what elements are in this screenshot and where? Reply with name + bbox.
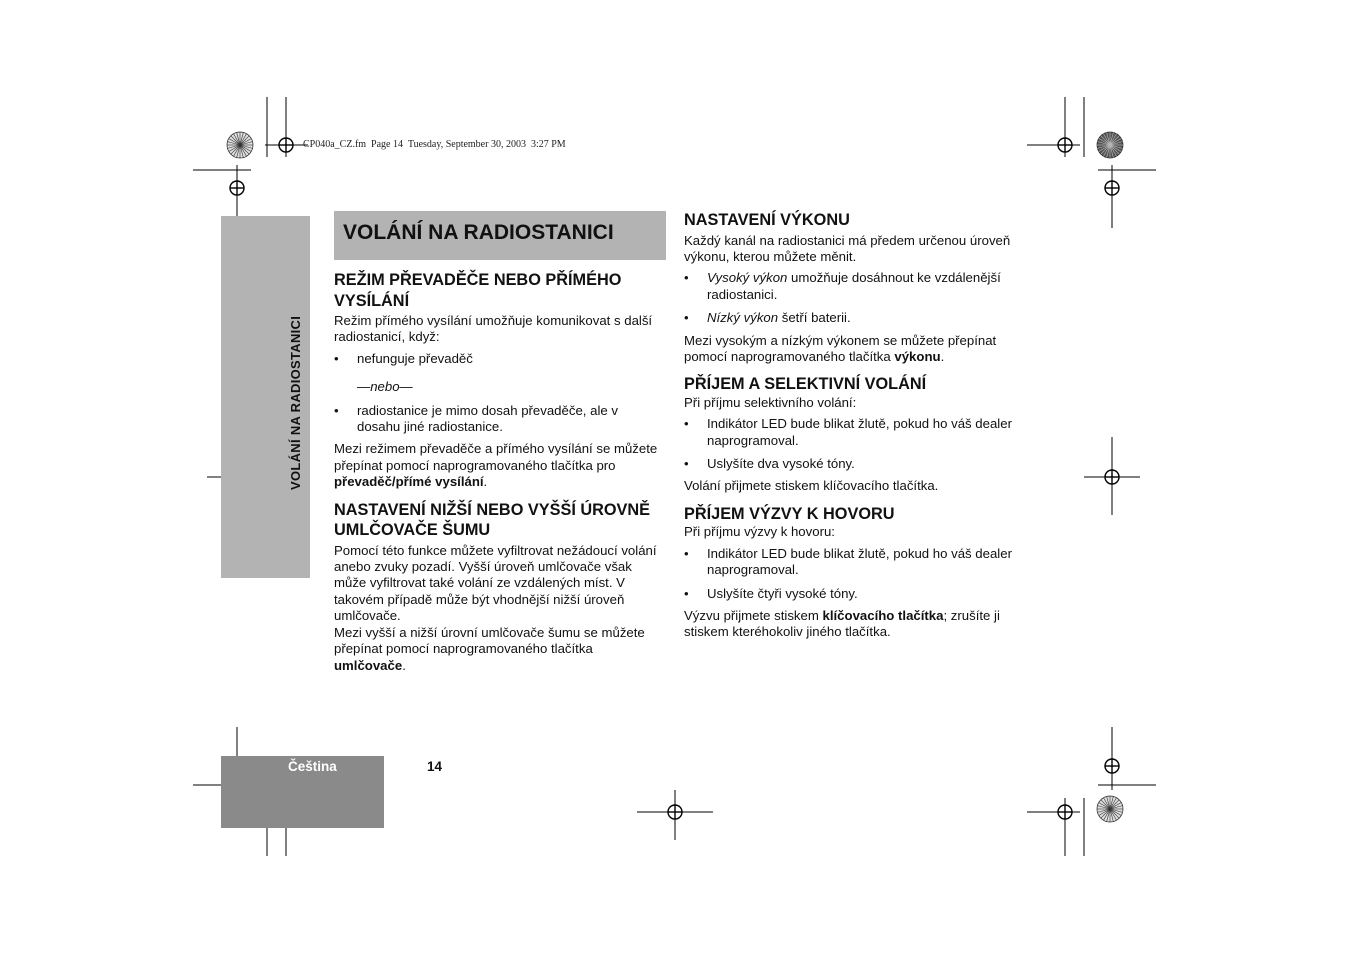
section-heading-power: NASTAVENÍ VÝKONU [684,211,850,229]
right-column [684,210,1014,641]
list-item: • Uslyšíte dva vysoké tóny. [684,456,855,472]
paragraph: Každý kanál na radiostanici má předem určenou úroveň výkonu, kterou můžete měnit. [684,232,1011,264]
list-item: • Indikátor LED bude blikat žlutě, pokud ho váš dealer naprogramoval. [684,416,1012,448]
list-item: • Nízký výkon šetří baterii. [684,310,851,326]
list-item: • nefunguje převaděč [334,350,473,366]
paragraph: Režim přímého vysílání umožňuje komunikovat s další radiostanicí, když: [334,313,653,345]
paragraph: Při příjmu selektivního volání: [684,394,857,410]
paragraph: Výzvu přijmete stiskem klíčovacího tlačítka; zrušíte ji stiskem kteréhokoliv jiného tlačítka. [684,608,1000,640]
list-item: • Vysoký výkon umožňuje dosáhnout ke vzdálenější radiostanici. [684,270,1001,302]
side-tab-label: VOLÁNÍ NA RADIOSTANICI [288,315,303,490]
bullet-icon: • [334,402,339,418]
or-separator: —nebo— [357,379,413,395]
footer-language: Čeština [288,759,337,774]
section-heading-call-alert: PŘÍJEM VÝZVY K HOVORU [684,504,895,523]
paragraph: Při příjmu výzvy k hovoru: [684,524,835,540]
section-heading-selective-call: PŘÍJEM A SELEKTIVNÍ VOLÁNÍ [684,375,927,394]
page-number: 14 [427,759,443,774]
bullet-icon: • [684,310,689,326]
left-column [334,270,664,674]
bullet-icon: • [684,456,689,472]
paragraph: Pomocí této funkce můžete vyfiltrovat nežádoucí volání anebo zvuky pozadí. Vyšší úroveň umlčovače však může vyfiltrovat také volání ze vzdálených míst. V takovém případě může být vhodnější nižší úroveň umlčovače. [334,542,657,624]
list-item: • Uslyšíte čtyři vysoké tóny. [684,585,858,601]
section-heading-repeater-mode: REŽIM PŘEVADĚČE NEBO PŘÍMÉHO VYSÍLÁNÍ [334,271,622,310]
list-item: • Indikátor LED bude blikat žlutě, pokud ho váš dealer naprogramoval. [684,545,1012,578]
page-title: VOLÁNÍ NA RADIOSTANICI [343,221,614,244]
paragraph: Mezi vyšší a nižší úrovní umlčovače šumu se můžete přepínat pomocí naprogramovaného tlačítka umlčovače. [334,624,645,673]
paragraph: Volání přijmete stiskem klíčovacího tlačítka. [684,478,939,494]
bullet-icon: • [684,416,689,432]
print-header: CP040a_CZ.fm Page 14 Tuesday, September 30, 2003 3:27 PM [303,139,566,150]
bullet-icon: • [684,270,689,286]
list-item: • radiostanice je mimo dosah převaděče, ale v dosahu jiné radiostanice. [334,402,618,435]
bullet-icon: • [684,585,689,601]
bullet-icon: • [334,350,339,366]
title-box [334,211,666,260]
paragraph: Mezi vysokým a nízkým výkonem se můžete přepínat pomocí naprogramovaného tlačítka výkonu. [684,332,997,364]
bullet-icon: • [684,545,689,561]
paragraph: Mezi režimem převaděče a přímého vysílání se můžete přepínat pomocí naprogramovaného tlačítka pro převaděč/přímé vysílání. [334,441,658,490]
section-heading-squelch: NASTAVENÍ NIŽŠÍ NEBO VYŠŠÍ ÚROVNĚ UMLČOVAČE ŠUMU [334,500,651,540]
